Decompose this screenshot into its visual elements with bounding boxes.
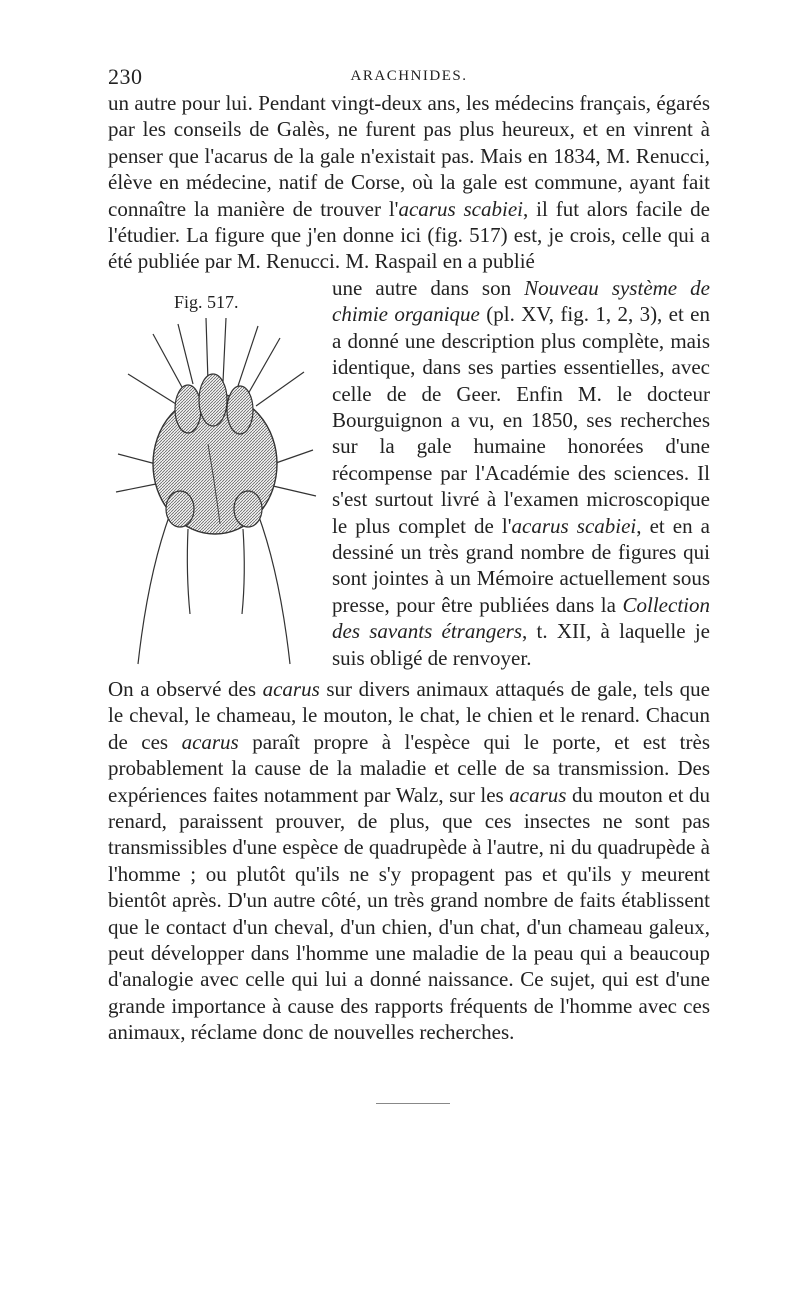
italic-run: Collection des savants étrangers [332,592,710,644]
text-run: un autre pour lui. Pendant vingt-deux ans, les médecins français, égarés par les conseils de Galès, ne furent pas plus heureux, et en vinrent à penser que l'acarus de la gale n'existait pas. Mais en 1834, M. Renucci, élève en médecine, natif de Corse, où la gale est commune, ayant fait connaître la manière de trouver l' [108,91,710,221]
italic-run: Nouveau système de chimie organique [332,276,710,327]
text-run: , il fut alors facile de l'étudier. La figure que j'en donne ici (fig. 517) est, je crois, celle qui a été publiée par M. Renucci. M. Raspail en a publié [108,196,710,274]
italic-run: acarus [181,729,239,754]
text-run: , t. XII, à laquelle je suis obligé de renvoyer. [332,619,710,670]
text-run: du mouton et du renard, paraissent prouver, de plus, que ces insectes ne sont pas transmissibles d'une espèce de quadrupède à l'autre, ni du quadrupède à l'homme ; ou plutôt qu'ils ne s'y propagent pas et qu'ils y meurent bientôt après. D'un autre côté, un très grand nombre de faits établissent que le contact d'un cheval, d'un chien, d'un chat, d'un chameau galeux, peut développer dans l'homme une maladie de la peau qui a beaucoup d'analogie avec celle qui lui a donné naissance. Ce sujet, qui est d'une grande importance à cause des rapports fréquents de l'homme avec ces animaux, réclame donc de nouvelles recherches. [108,782,710,1045]
paragraph-bottom [108,676,710,1046]
text-run: On a observé des [108,677,263,701]
page-header [108,60,710,88]
italic-run: acarus [262,677,320,701]
italic-run: acarus scabiei [398,196,523,221]
text-run: paraît propre à l'espèce qui le porte, et est très probablement la cause de la maladie et celle de sa transmission. Des expériences faites notamment par Walz, sur les [108,729,711,807]
paragraph-top [108,90,710,275]
text-run: sur divers animaux attaqués de gale, tels que le cheval, le chameau, le mouton, le chat, le chien et le renard. Chacun de ces [108,677,710,754]
italic-run: acarus scabiei [511,513,637,538]
page-number: 230 [108,64,143,89]
figure-517 [108,292,322,672]
paragraph-side [332,275,710,671]
text-run: (pl. XV, fig. 1, 2, 3), et en a donné une description plus complète, mais identique, dans ses parties essentielles, avec celle de de Geer. Enfin M. le docteur Bourguignon a vu, en 1850, ses recherches sur la gale humaine honorées d'une récompense par l'Académie des sciences. Il s'est surtout livré à l'examen microscopique le plus complet de l' [332,302,711,538]
figure-label: Fig. 517. [174,292,239,312]
italic-run: acarus [509,782,567,807]
running-title: ARACHNIDES. [350,68,468,84]
acarus-illustration [108,314,322,674]
end-rule [376,1103,450,1104]
text-run: , et en a dessiné un très grand nombre de figures qui sont jointes à un Mémoire actuellement sous presse, pour être publiées dans la [332,513,711,617]
text-run: une autre dans son [332,276,525,300]
